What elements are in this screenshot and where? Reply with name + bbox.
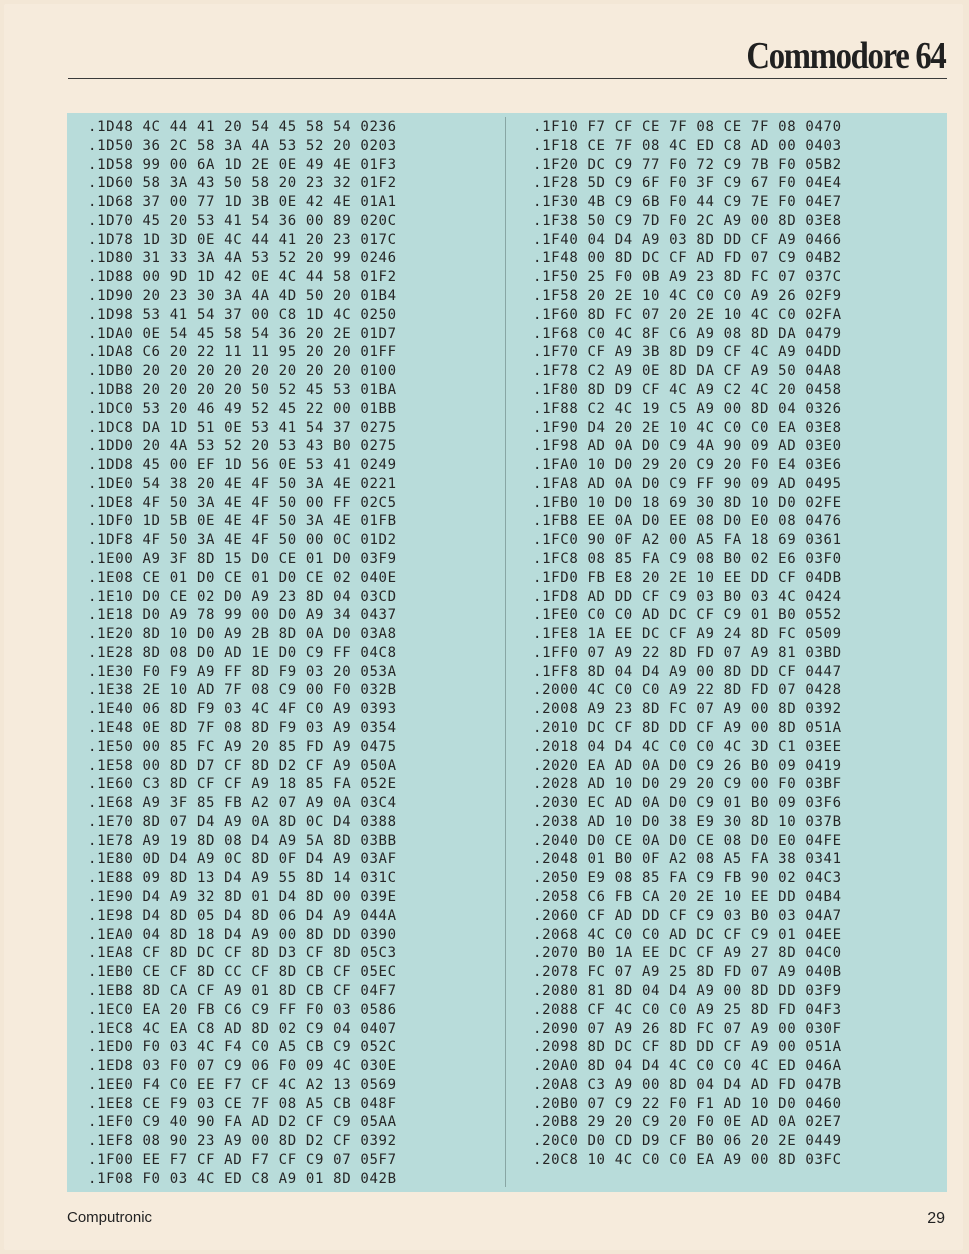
listing-line: .1DA8 C6 20 22 11 11 95 20 20 01FF	[88, 344, 397, 361]
listing-line: .2098 8D DC CF 8D DD CF A9 00 051A	[533, 1039, 842, 1056]
listing-column-left	[88, 118, 397, 1189]
listing-line: .1E10 D0 CE 02 D0 A9 23 8D 04 03CD	[88, 588, 397, 605]
listing-line: .2028 AD 10 D0 29 20 C9 00 F0 03BF	[533, 776, 842, 793]
listing-line: .2050 E9 08 85 FA C9 FB 90 02 04C3	[533, 870, 842, 887]
header-divider	[68, 78, 947, 79]
listing-line: .1E38 2E 10 AD 7F 08 C9 00 F0 032B	[88, 682, 397, 699]
listing-line: .2058 C6 FB CA 20 2E 10 EE DD 04B4	[533, 889, 842, 906]
listing-line: .1DE8 4F 50 3A 4E 4F 50 00 FF 02C5	[88, 494, 397, 511]
listing-line: .1F80 8D D9 CF 4C A9 C2 4C 20 0458	[533, 381, 842, 398]
listing-line: .20B8 29 20 C9 20 F0 0E AD 0A 02E7	[533, 1114, 842, 1131]
listing-line: .1E48 0E 8D 7F 08 8D F9 03 A9 0354	[88, 720, 397, 736]
listing-line: .1D80 31 33 3A 4A 53 52 20 99 0246	[88, 250, 397, 267]
listing-line: .1F10 F7 CF CE 7F 08 CE 7F 08 0470	[533, 119, 842, 135]
listing-line: .1D78 1D 3D 0E 4C 44 41 20 23 017C	[88, 231, 397, 248]
listing-line: .1E60 C3 8D CF CF A9 18 85 FA 052E	[88, 776, 397, 793]
listing-line: .1DF0 1D 5B 0E 4E 4F 50 3A 4E 01FB	[88, 513, 397, 530]
listing-line: .1EC8 4C EA C8 AD 8D 02 C9 04 0407	[88, 1020, 397, 1037]
listing-line: .20A8 C3 A9 00 8D 04 D4 AD FD 047B	[533, 1076, 842, 1093]
publication-name: Computronic	[67, 1209, 153, 1226]
listing-line: .1F18 CE 7F 08 4C ED C8 AD 00 0403	[533, 137, 842, 154]
listing-line: .1E58 00 8D D7 CF 8D D2 CF A9 050A	[88, 757, 397, 774]
listing-line: .1DF8 4F 50 3A 4E 4F 50 00 0C 01D2	[88, 532, 397, 549]
listing-line: .1E78 A9 19 8D 08 D4 A9 5A 8D 03BB	[88, 832, 397, 849]
listing-line: .1D98 53 41 54 37 00 C8 1D 4C 0250	[88, 306, 397, 323]
listing-line: .1F68 C0 4C 8F C6 A9 08 8D DA 0479	[533, 325, 842, 342]
listing-line: .1EF0 C9 40 90 FA AD D2 CF C9 05AA	[88, 1114, 397, 1131]
listing-line: .1ED8 03 F0 07 C9 06 F0 09 4C 030E	[88, 1058, 397, 1075]
listing-line: .2040 D0 CE 0A D0 CE 08 D0 E0 04FE	[533, 832, 842, 849]
listing-line: .2018 04 D4 4C C0 C0 4C 3D C1 03EE	[533, 738, 842, 755]
listing-line: .1E28 8D 08 D0 AD 1E D0 C9 FF 04C8	[88, 644, 397, 661]
column-divider	[505, 117, 506, 1187]
listing-line: .1DB8 20 20 20 20 50 52 45 53 01BA	[88, 381, 397, 398]
listing-line: .1E40 06 8D F9 03 4C 4F C0 A9 0393	[88, 701, 397, 718]
listing-line: .1E88 09 8D 13 D4 A9 55 8D 14 031C	[88, 870, 397, 887]
listing-line: .1F30 4B C9 6B F0 44 C9 7E F0 04E7	[533, 194, 842, 211]
listing-line: .2010 DC CF 8D DD CF A9 00 8D 051A	[533, 720, 842, 736]
page-header-title: Commodore 64	[745, 35, 945, 77]
listing-line: .1E20 8D 10 D0 A9 2B 8D 0A D0 03A8	[88, 626, 397, 643]
listing-line: .1FA8 AD 0A D0 C9 FF 90 09 AD 0495	[533, 475, 842, 492]
listing-line: .2078 FC 07 A9 25 8D FD 07 A9 040B	[533, 964, 842, 981]
listing-line: .1F08 F0 03 4C ED C8 A9 01 8D 042B	[88, 1170, 397, 1187]
listing-line: .1FF0 07 A9 22 8D FD 07 A9 81 03BD	[533, 644, 842, 661]
listing-line: .1DB0 20 20 20 20 20 20 20 20 0100	[88, 363, 397, 380]
listing-line: .20C0 D0 CD D9 CF B0 06 20 2E 0449	[533, 1133, 842, 1150]
listing-line: .1F20 DC C9 77 F0 72 C9 7B F0 05B2	[533, 156, 842, 173]
listing-line: .1E08 CE 01 D0 CE 01 D0 CE 02 040E	[88, 569, 397, 586]
listing-line: .1E00 A9 3F 8D 15 D0 CE 01 D0 03F9	[88, 550, 397, 567]
listing-line: .1EB0 CE CF 8D CC CF 8D CB CF 05EC	[88, 964, 397, 981]
listing-line: .1FE0 C0 C0 AD DC CF C9 01 B0 0552	[533, 607, 842, 624]
listing-line: .1D90 20 23 30 3A 4A 4D 50 20 01B4	[88, 288, 397, 305]
listing-line: .2070 B0 1A EE DC CF A9 27 8D 04C0	[533, 945, 842, 962]
listing-line: .2030 EC AD 0A D0 C9 01 B0 09 03F6	[533, 795, 842, 812]
listing-line: .1EE0 F4 C0 EE F7 CF 4C A2 13 0569	[88, 1076, 397, 1093]
listing-line: .1FB8 EE 0A D0 EE 08 D0 E0 08 0476	[533, 513, 842, 530]
listing-line: .1E80 0D D4 A9 0C 8D 0F D4 A9 03AF	[88, 851, 397, 868]
listing-line: .1F40 04 D4 A9 03 8D DD CF A9 0466	[533, 231, 842, 248]
listing-line: .2080 81 8D 04 D4 A9 00 8D DD 03F9	[533, 982, 842, 999]
listing-line: .2038 AD 10 D0 38 E9 30 8D 10 037B	[533, 813, 842, 830]
listing-line: .1DA0 0E 54 45 58 54 36 20 2E 01D7	[88, 325, 397, 342]
listing-line: .1FC8 08 85 FA C9 08 B0 02 E6 03F0	[533, 550, 842, 567]
listing-line: .1F90 D4 20 2E 10 4C C0 C0 EA 03E8	[533, 419, 842, 436]
listing-line: .1E30 F0 F9 A9 FF 8D F9 03 20 053A	[88, 663, 397, 680]
listing-line: .1EE8 CE F9 03 CE 7F 08 A5 CB 048F	[88, 1095, 397, 1112]
listing-line: .2090 07 A9 26 8D FC 07 A9 00 030F	[533, 1020, 842, 1037]
listing-line: .20B0 07 C9 22 F0 F1 AD 10 D0 0460	[533, 1095, 842, 1112]
listing-line: .1D58 99 00 6A 1D 2E 0E 49 4E 01F3	[88, 156, 397, 173]
listing-line: .1E68 A9 3F 85 FB A2 07 A9 0A 03C4	[88, 795, 397, 812]
page-number: 29	[927, 1210, 945, 1227]
listing-line: .1E50 00 85 FC A9 20 85 FD A9 0475	[88, 738, 397, 755]
listing-line: .2048 01 B0 0F A2 08 A5 FA 38 0341	[533, 851, 842, 868]
listing-line: .2008 A9 23 8D FC 07 A9 00 8D 0392	[533, 701, 842, 718]
listing-line: .1F78 C2 A9 0E 8D DA CF A9 50 04A8	[533, 363, 842, 380]
listing-line: .2068 4C C0 C0 AD DC CF C9 01 04EE	[533, 926, 842, 943]
listing-line: .1EF8 08 90 23 A9 00 8D D2 CF 0392	[88, 1133, 397, 1150]
listing-line: .2020 EA AD 0A D0 C9 26 B0 09 0419	[533, 757, 842, 774]
listing-line: .1E18 D0 A9 78 99 00 D0 A9 34 0437	[88, 607, 397, 624]
listing-line: .1D48 4C 44 41 20 54 45 58 54 0236	[88, 119, 397, 135]
listing-line: .2000 4C C0 C0 A9 22 8D FD 07 0428	[533, 682, 842, 699]
listing-line: .1DD0 20 4A 53 52 20 53 43 B0 0275	[88, 438, 397, 455]
listing-line: .1E98 D4 8D 05 D4 8D 06 D4 A9 044A	[88, 907, 397, 924]
listing-line: .2088 CF 4C C0 C0 A9 25 8D FD 04F3	[533, 1001, 842, 1018]
listing-line: .1F58 20 2E 10 4C C0 C0 A9 26 02F9	[533, 288, 842, 305]
listing-line: .1F28 5D C9 6F F0 3F C9 67 F0 04E4	[533, 175, 842, 192]
listing-line: .1F88 C2 4C 19 C5 A9 00 8D 04 0326	[533, 400, 842, 417]
listing-line: .1E90 D4 A9 32 8D 01 D4 8D 00 039E	[88, 889, 397, 906]
listing-line: .1F00 EE F7 CF AD F7 CF C9 07 05F7	[88, 1151, 397, 1168]
listing-line: .1FD8 AD DD CF C9 03 B0 03 4C 0424	[533, 588, 842, 605]
listing-line: .1E70 8D 07 D4 A9 0A 8D 0C D4 0388	[88, 813, 397, 830]
listing-line: .20A0 8D 04 D4 4C C0 C0 4C ED 046A	[533, 1058, 842, 1075]
listing-line: .1EA8 CF 8D DC CF 8D D3 CF 8D 05C3	[88, 945, 397, 962]
listing-line: .1D88 00 9D 1D 42 0E 4C 44 58 01F2	[88, 269, 397, 286]
listing-line: .1DC0 53 20 46 49 52 45 22 00 01BB	[88, 400, 397, 417]
listing-column-right	[533, 118, 842, 1170]
listing-line: .1FC0 90 0F A2 00 A5 FA 18 69 0361	[533, 532, 842, 549]
listing-line: .1FE8 1A EE DC CF A9 24 8D FC 0509	[533, 626, 842, 643]
listing-line: .1D68 37 00 77 1D 3B 0E 42 4E 01A1	[88, 194, 397, 211]
listing-line: .1FF8 8D 04 D4 A9 00 8D DD CF 0447	[533, 663, 842, 680]
listing-line: .1DE0 54 38 20 4E 4F 50 3A 4E 0221	[88, 475, 397, 492]
listing-line: .1F60 8D FC 07 20 2E 10 4C C0 02FA	[533, 306, 842, 323]
listing-line: .1D60 58 3A 43 50 58 20 23 32 01F2	[88, 175, 397, 192]
listing-line: .1EB8 8D CA CF A9 01 8D CB CF 04F7	[88, 982, 397, 999]
listing-line: .1F38 50 C9 7D F0 2C A9 00 8D 03E8	[533, 212, 842, 229]
listing-line: .1F98 AD 0A D0 C9 4A 90 09 AD 03E0	[533, 438, 842, 455]
listing-line: .1DD8 45 00 EF 1D 56 0E 53 41 0249	[88, 457, 397, 474]
listing-line: .20C8 10 4C C0 C0 EA A9 00 8D 03FC	[533, 1151, 842, 1168]
listing-line: .1F70 CF A9 3B 8D D9 CF 4C A9 04DD	[533, 344, 842, 361]
listing-line: .1D50 36 2C 58 3A 4A 53 52 20 0203	[88, 137, 397, 154]
listing-line: .1FD0 FB E8 20 2E 10 EE DD CF 04DB	[533, 569, 842, 586]
listing-line: .1DC8 DA 1D 51 0E 53 41 54 37 0275	[88, 419, 397, 436]
listing-line: .1D70 45 20 53 41 54 36 00 89 020C	[88, 212, 397, 229]
listing-line: .1EA0 04 8D 18 D4 A9 00 8D DD 0390	[88, 926, 397, 943]
listing-line: .2060 CF AD DD CF C9 03 B0 03 04A7	[533, 907, 842, 924]
listing-line: .1ED0 F0 03 4C F4 C0 A5 CB C9 052C	[88, 1039, 397, 1056]
listing-line: .1F50 25 F0 0B A9 23 8D FC 07 037C	[533, 269, 842, 286]
listing-line: .1EC0 EA 20 FB C6 C9 FF F0 03 0586	[88, 1001, 397, 1018]
listing-line: .1FB0 10 D0 18 69 30 8D 10 D0 02FE	[533, 494, 842, 511]
listing-line: .1F48 00 8D DC CF AD FD 07 C9 04B2	[533, 250, 842, 267]
listing-line: .1FA0 10 D0 29 20 C9 20 F0 E4 03E6	[533, 457, 842, 474]
